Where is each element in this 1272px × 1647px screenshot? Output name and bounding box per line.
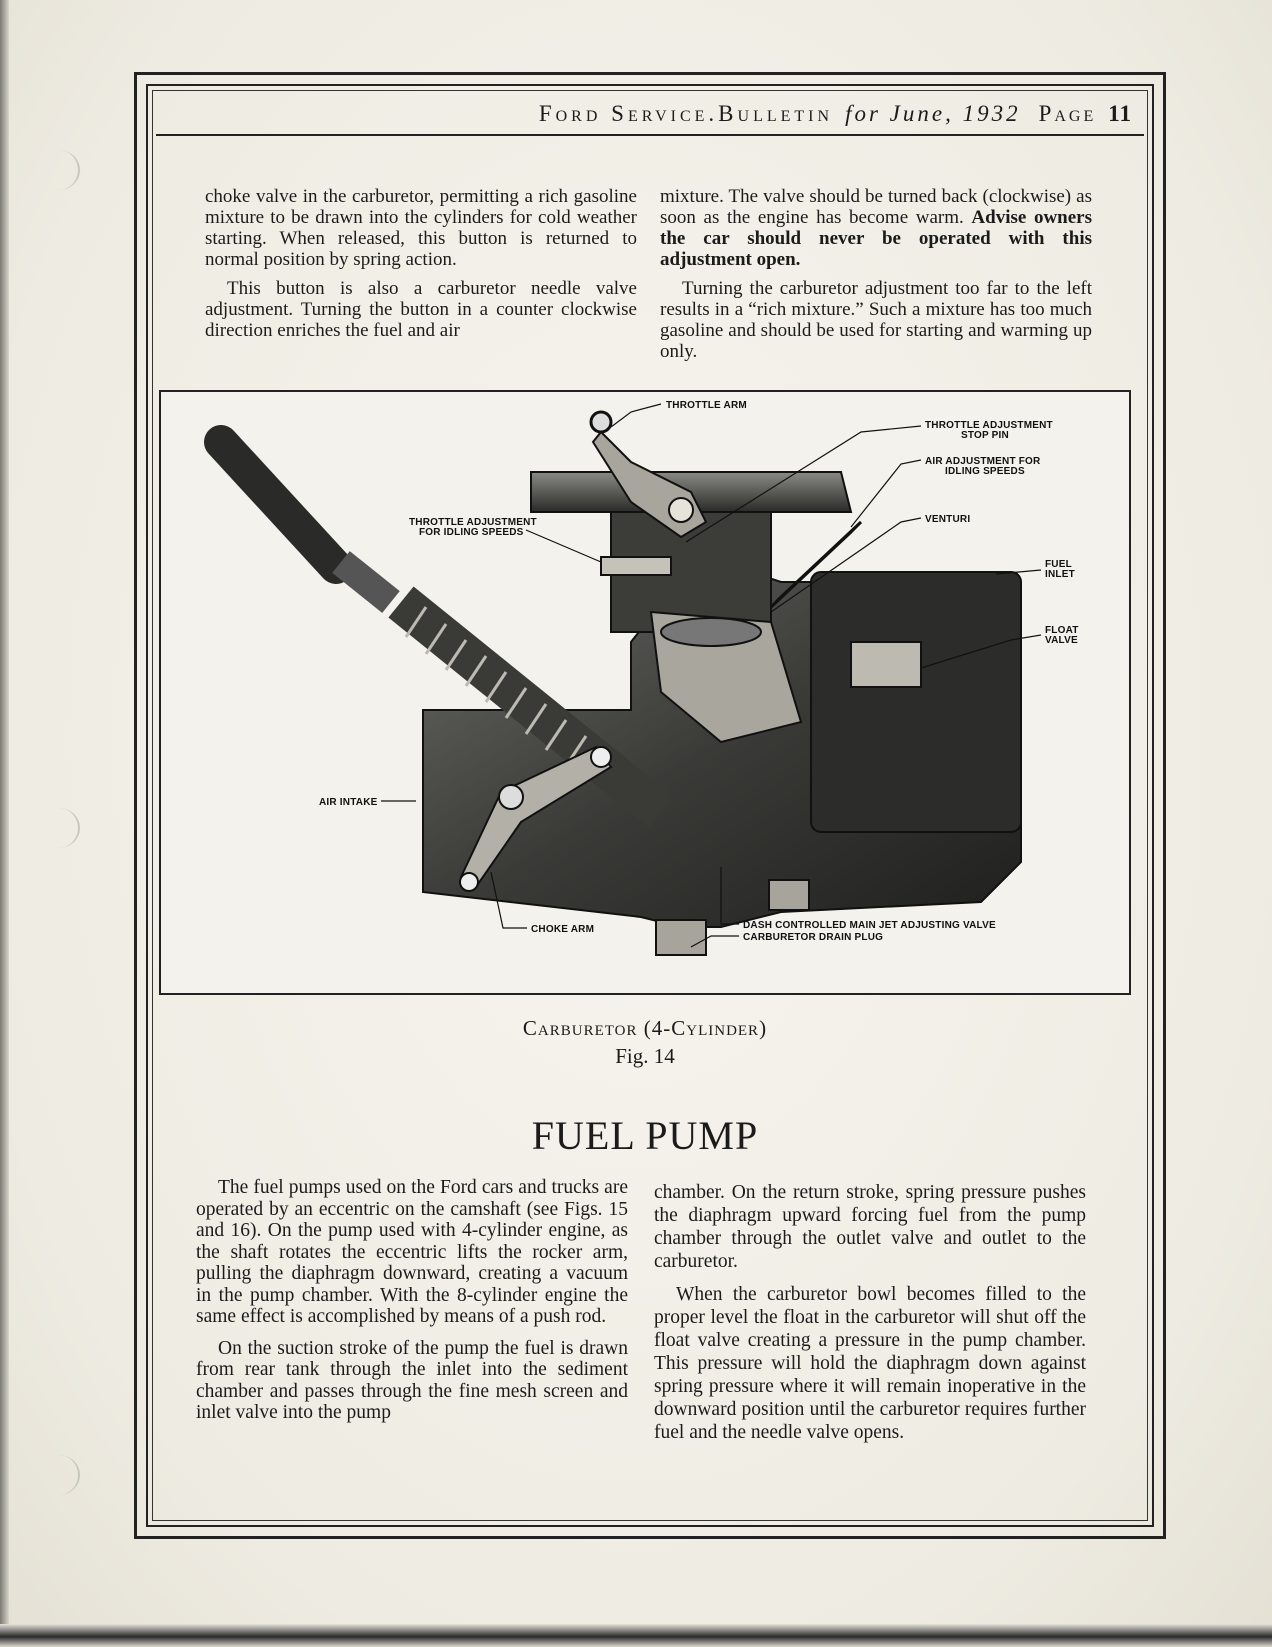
paragraph: The fuel pumps used on the Ford cars and trucks are operated by an eccentric on the camshaft (see Figs. 15 and 16). On the pump used with 4-cylinder engine, as the shaft rotates the eccentric lifts the rocker arm, pulling the diaphragm downward, creating a vacuum in the pump chamber. With the 8-cylinder engine the same effect is accomplished by means of a push rod. <box>196 1177 628 1327</box>
throttle-shaft <box>669 498 693 522</box>
binder-edge <box>0 0 9 1647</box>
paragraph: choke valve in the carburetor, permitting a rich gasoline mixture to be drawn into the cylinders for cold weather starting. When released, this button is returned to normal position by spring action. <box>205 186 637 270</box>
callout-throttle-stop-1: THROTTLE ADJUSTMENT <box>925 420 1053 431</box>
paragraph: chamber. On the return stroke, spring pressure pushes the diaphragm upward forcing fuel from the pump chamber through the outlet valve and outlet to the carburetor. <box>654 1182 1086 1272</box>
header-date: for June, 1932 <box>845 101 1021 126</box>
callout-fuel-inlet-1: FUEL <box>1045 559 1072 570</box>
callout-float-valve-2: VALVE <box>1045 635 1078 646</box>
bottom-right-column <box>654 1181 1086 1444</box>
callout-fuel-inlet-2: INLET <box>1045 569 1075 580</box>
header-page-number: 11 <box>1108 101 1132 126</box>
header-title: Ford Service.Bulletin <box>538 101 834 126</box>
callout-throttle-arm: THROTTLE ARM <box>666 400 747 411</box>
float-bowl <box>811 572 1021 832</box>
paragraph: Turning the carburetor adjustment too far to the left results in a “rich mixture.” Such a mixture has too much gasoline and should be used for starting and warming up only. <box>660 278 1092 362</box>
carburetor-illustration <box>161 392 1133 997</box>
top-right-column <box>660 186 1092 362</box>
page-bottom-edge <box>0 1624 1272 1647</box>
callout-air-adjust-1: AIR ADJUSTMENT FOR <box>925 456 1041 467</box>
callout-throttle-idle-2: FOR IDLING SPEEDS <box>419 527 524 538</box>
punch-hole <box>38 150 80 190</box>
callout-throttle-idle-1: THROTTLE ADJUSTMENT <box>409 517 537 528</box>
carburetor-figure <box>159 390 1131 995</box>
choke-link-pivot <box>591 747 611 767</box>
throttle-arm-pivot <box>591 412 611 432</box>
callout-float-valve-1: FLOAT <box>1045 625 1079 636</box>
callout-drain-plug: CARBURETOR DRAIN PLUG <box>743 932 884 943</box>
float-valve-part <box>851 642 921 687</box>
callout-air-intake: AIR INTAKE <box>319 797 378 808</box>
callout-air-adjust-2: IDLING SPEEDS <box>945 466 1025 477</box>
drain-plug <box>656 920 706 955</box>
punch-hole <box>38 808 80 848</box>
idle-screw <box>601 557 671 575</box>
choke-arm-nut <box>499 785 523 809</box>
warning-text: Advise owners the car should never be operated with this adjustment open. <box>660 207 1092 270</box>
paragraph: On the suction stroke of the pump the fuel is drawn from rear tank through the inlet into the sediment chamber and passes through the fine mesh screen and inlet valve into the pump <box>196 1337 628 1423</box>
choke-arm-end <box>460 873 478 891</box>
callout-venturi: VENTURI <box>925 514 971 525</box>
choke-coupling <box>341 562 391 602</box>
punch-hole <box>38 1455 80 1495</box>
header-page-label: Page <box>1038 101 1097 126</box>
callout-throttle-stop-2: STOP PIN <box>961 430 1009 441</box>
running-header <box>156 94 1144 136</box>
choke-tube <box>221 442 336 567</box>
venturi-ring <box>661 618 761 646</box>
callout-dash-valve: DASH CONTROLLED MAIN JET ADJUSTING VALVE <box>743 920 996 931</box>
figure-caption: Carburetor (4-Cylinder) <box>522 1016 768 1040</box>
bowl-plug <box>769 880 809 910</box>
bottom-left-column <box>196 1177 628 1424</box>
paragraph: This button is also a carburetor needle valve adjustment. Turning the button in a counter clockwise direction enriches the fuel and air <box>205 278 637 341</box>
figure-number: Fig. 14 <box>615 1044 675 1068</box>
paragraph <box>660 186 1092 270</box>
paragraph: When the carburetor bowl becomes filled to the proper level the float in the carburetor will shut off the float valve creating a pressure in the pump chamber. This pressure will hold the diaphragm down against spring pressure where it will remain inoperative in the downward position until the carburetor requires further fuel and the needle valve opens. <box>654 1284 1086 1443</box>
callout-choke-arm: CHOKE ARM <box>531 924 595 935</box>
section-heading: FUEL PUMP <box>531 1113 759 1158</box>
top-left-column <box>205 186 637 341</box>
paragraph-text: mixture. The valve should be turned back (clockwise) as soon as the engine has become warm. <box>660 186 1092 228</box>
